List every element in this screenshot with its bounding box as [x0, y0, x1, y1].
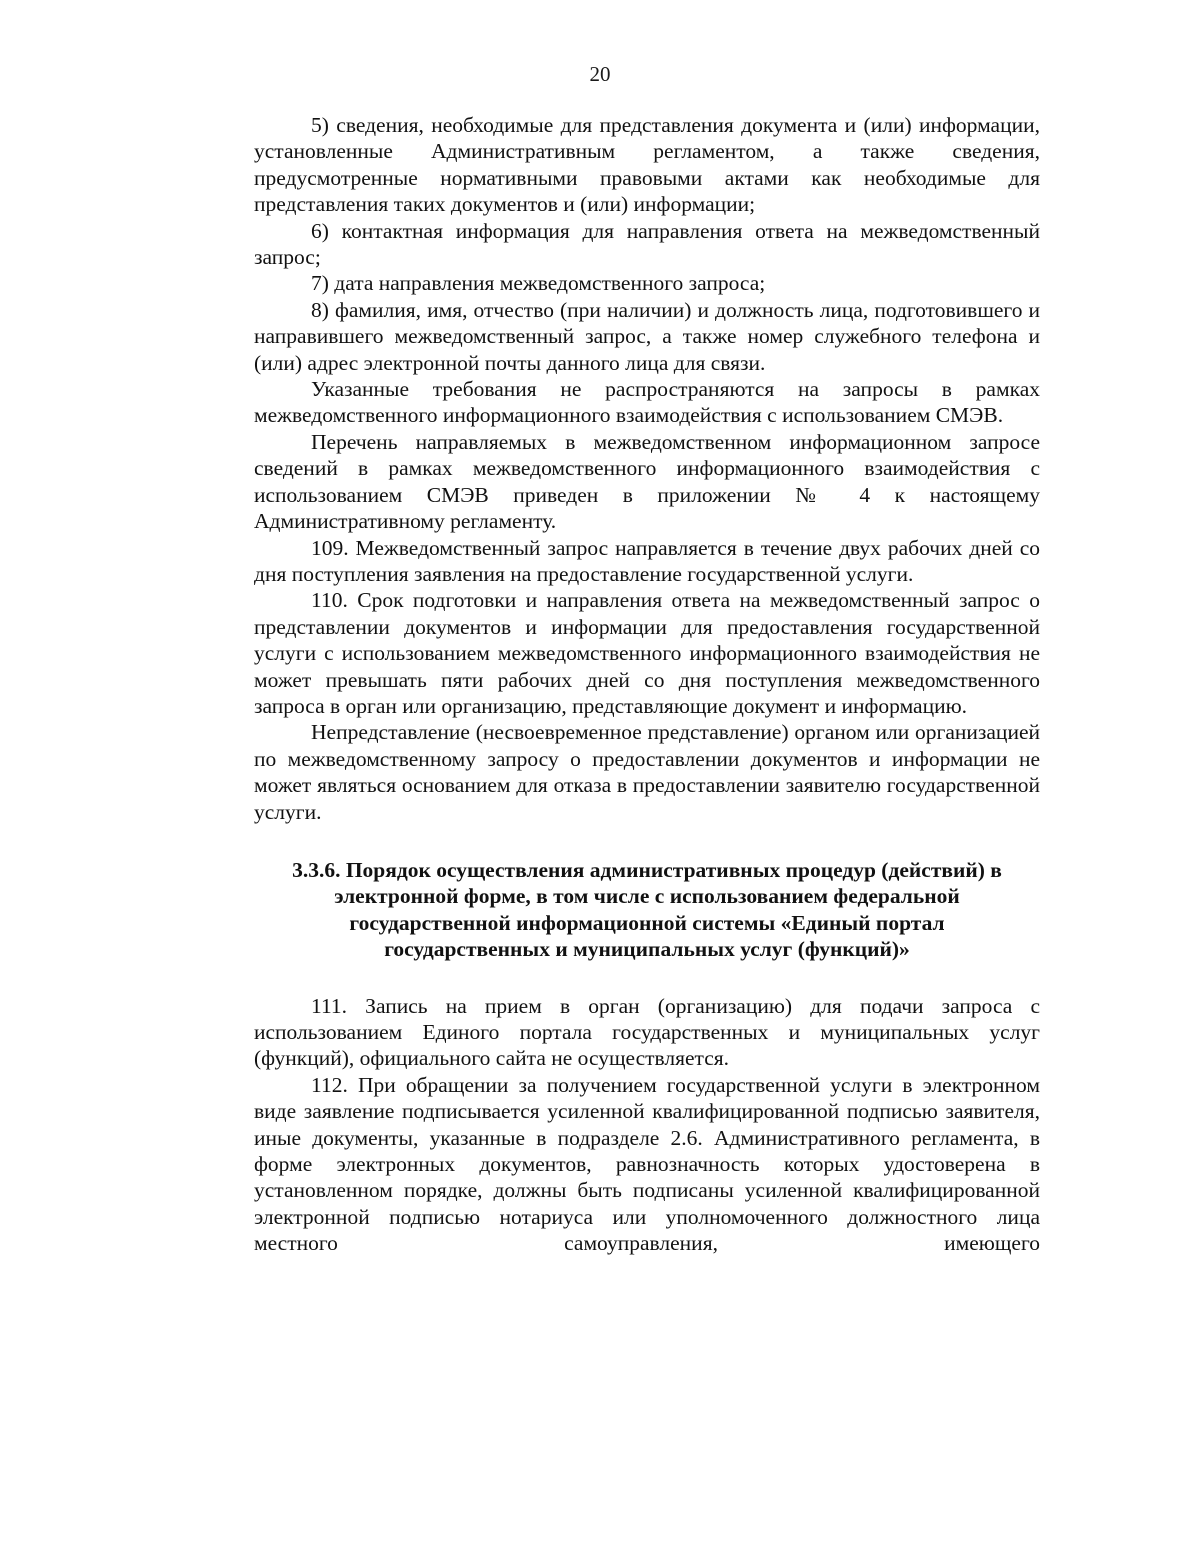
paragraph-110: 110. Срок подготовки и направления ответа на межведомственный запрос о представлении документов и информации для предоставления государственной услуги с использованием межведомственного информационного взаимодействия не может превышать пяти рабочих дней со дня поступления межведомственного запроса в орган или организацию, представляющие документ и информацию.: [254, 588, 1040, 718]
paragraph-109: 109. Межведомственный запрос направляется в течение двух рабочих дней со дня поступления заявления на предоставление государственной услуги.: [254, 535, 1040, 586]
paragraph-non-submission: Непредставление (несвоевременное представление) органом или организацией по межведомственному запросу о предоставлении документов и информации не может являться основанием для отказа в предоставлении заявителю государственной услуги.: [254, 720, 1040, 824]
section-heading-line: государственной информационной системы «Единый портал: [349, 910, 945, 935]
section-heading-line: 3.3.6. Порядок осуществления административных процедур (действий) в: [292, 857, 1002, 882]
paragraph-item-7: 7) дата направления межведомственного запроса;: [311, 271, 766, 296]
section-heading-line: электронной форме, в том числе с использованием федеральной: [334, 884, 960, 909]
paragraph-item-6: 6) контактная информация для направления ответа на межведомственный запрос;: [254, 218, 1040, 270]
section-heading-3-3-6: [254, 857, 1040, 963]
paragraph-111: 111. Запись на прием в орган (организацию) для подачи запроса с использованием Единого портала государственных и муниципальных услуг (функций), официального сайта не осуществляется.: [254, 993, 1040, 1071]
page-number: 20: [589, 62, 611, 86]
paragraph-smev-note: Указанные требования не распространяются на запросы в рамках межведомственного информационного взаимодействия с использованием СМЭВ.: [254, 377, 1040, 428]
section-heading-line: государственных и муниципальных услуг (функций)»: [384, 937, 910, 962]
paragraph-item-5: 5) сведения, необходимые для представления документа и (или) информации, установленные Административным регламентом, а также сведения, предусмотренные нормативными правовыми актами как необходимые для представления таких документов и (или) информации;: [254, 113, 1040, 217]
paragraph-112: 112. При обращении за получением государственной услуги в электронном виде заявление подписывается усиленной квалифицированной подписью заявителя, иные документы, указанные в подразделе 2.6. Административного регламента, в форме электронных документов, равнозначность которых удостоверена в установленном порядке, должны быть подписаны усиленной квалифицированной электронной подписью нотариуса или уполномоченного должностного лица местного самоуправления, имеющего: [254, 1072, 1040, 1256]
paragraph-item-8: 8) фамилия, имя, отчество (при наличии) и должность лица, подготовившего и направившего межведомственный запрос, а также номер служебного телефона и (или) адрес электронной почты данного лица для связи.: [254, 297, 1040, 375]
document-body: [254, 112, 1040, 1257]
paragraph-smev-list: Перечень направляемых в межведомственном информационном запросе сведений в рамках межведомственного информационного взаимодействия с использованием СМЭВ приведен в приложении № 4 к настоящему Административному регламенту.: [254, 429, 1040, 534]
